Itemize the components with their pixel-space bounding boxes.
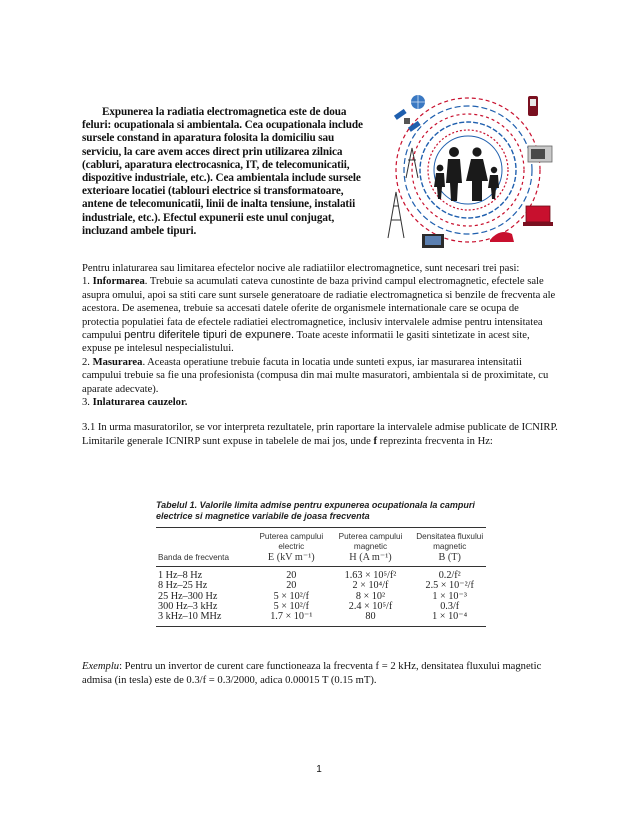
step-1-text: . Trebuie sa acumulati cateva cunostinte de baza privind campul electromagnetic, efectele sale asupra omului, apoi sa stiti care sunt sursele generatoare de radiatie electromagnetica si benzile de frecventa ale acestora. De asemenea, trebuie sa accesati datele oferite de organismele internationale care se ocupa de protectia populatiei fata de efectele radiatiei electromagnetice, inclusiv intervalele admise pentru intensitatea campului [82,276,556,342]
page-number: 1 [316,764,322,775]
cell-electric: 5 × 10²/f [273,601,309,612]
mobile-phone-icon [528,96,538,116]
cell-band: 1 Hz–8 Hz [158,569,203,581]
step-2-text: . Aceasta operatiune trebuie facuta in locatia unde sunteti expus, iar masurarea intensitatii campului trebuie sa fie una profesionista (compusa din mai multe masuratori, ambientala si de proximitate, cu aparate adecvate). [82,356,549,395]
electromagnetic-exposure-illustration [378,88,558,254]
table-row [156,566,486,581]
example-paragraph [82,660,558,688]
intro-block [82,106,374,238]
radiation-rings-icon [396,98,540,242]
lead-paragraph: Pentru inlaturarea sau limitarea efectelor nocive ale radiatiilor electromagnetice, sunt necesari trei pasi: [82,263,520,274]
cell-magnetic: 2 × 10⁴/f [352,580,389,592]
cell-electric: 20 [286,569,297,581]
step-1-text-highlight: pentru diferitele tipuri de expunere. [124,329,295,342]
cell-magnetic: 8 × 10² [355,590,386,602]
cell-magnetic: 80 [328,612,414,626]
section-3-1-text-end: reprezinta frecventa in Hz: [379,435,493,447]
step-3-dot: . [184,397,188,409]
header-electric-symbol: E (kV m⁻¹) [267,552,315,564]
example-text: : Pentru un invertor de curent care functioneaza la frecventa f = 2 kHz, densitatea fluxului magnetic admisa (in tesla) este de 0.3/f = 0.3/2000, adica 0.00015 T (0.15 mT). [82,661,542,686]
globe-icon [411,95,425,109]
step-3-title: Inlaturarea cauzelor [92,397,185,409]
table-row [156,612,486,626]
example-block [82,660,558,688]
cell-band: 300 Hz–3 kHz [158,601,218,612]
header-magnetic-symbol: H (A m⁻¹) [349,552,392,564]
example-label: Exemplu [82,661,120,672]
cell-flux: 1 × 10⁻⁴ [413,612,486,626]
tv-icon [422,234,444,248]
table-title-line-1: Tabelul 1. Valorile limita admise pentru expunerea ocupationala la campuri [156,500,475,510]
frequency-symbol: f [373,435,377,447]
step-1-title: Informarea [92,276,145,288]
cell-electric: 5 × 10²/f [273,590,309,602]
cell-band: 25 Hz–300 Hz [158,590,218,602]
step-2-number: 2. [82,356,90,368]
limits-table-block [156,500,486,627]
microwave-icon [528,146,552,162]
cell-flux: 0.2/f² [438,569,461,581]
table-header-row [156,528,486,566]
header-band: Banda de frecventa [158,553,230,563]
table-title-line-2: electrice si magnetice variabile de joasa frecventa [156,511,370,521]
header-magnetic: Puterea campului magnetic H (A m⁻¹) [328,528,414,566]
cell-electric: 1.7 × 10⁻¹ [255,612,328,626]
step-2 [82,356,558,396]
step-3 [82,396,558,409]
header-flux: Densitatea fluxului magnetic B (T) [416,532,484,564]
section-3-1-text: 3.1 In urma masuratorilor, se vor interpreta rezultatele, prin raportare la intervalele admise publicate de ICNIRP. Limitarile generale ICNIRP sunt expuse in tabelele de mai jos, unde [82,422,558,447]
step-1-number: 1. [82,276,90,288]
cell-flux: 1 × 10⁻³ [432,590,467,602]
electric-iron-icon [490,232,514,242]
step-3-number: 3. [82,397,90,409]
intro-paragraph: Expunerea la radiatia electromagnetica este de doua feluri: ocupationala si ambientala. Cea ocupationala include sursele constand in aparatura folosita la domiciliu sau serviciu, la care avem acces direct prin utilizarea zilnica (cabluri, aparatura electrocasnica, IT, de telecomunicatii, dispozitive industriale, etc.). Cea ambientala include sursele exterioare locatiei (tablouri electrice si transformatoare, antene de telecomunicatii, linii de inalta tensiune, instalatii industriale, etc.). Efectul expunerii este unul conjugat, incluzand ambele tipuri. [82,106,363,237]
cell-flux: 2.5 × 10⁻²/f [425,580,474,592]
step-1-text-end: Toate aceste informatii le gasiti sintetizate in acest site, expuse pe intelesul nespecialistului. [82,330,530,355]
cell-band: 8 Hz–25 Hz [158,580,208,592]
cell-electric: 20 [286,580,297,592]
main-text [82,262,558,448]
header-flux-symbol: B (T) [438,552,461,564]
computer-icon [523,206,553,226]
family-icon [434,147,499,201]
cell-magnetic: 2.4 × 10⁵/f [348,601,393,612]
section-3-1 [82,421,558,448]
limits-table [156,528,486,627]
table-title [156,500,486,522]
step-2-title: Masurarea [92,356,143,368]
cell-magnetic: 1.63 × 10⁵/f² [344,569,397,581]
header-electric: Puterea campului electric E (kV m⁻¹) [255,528,328,566]
cell-band: 3 kHz–10 MHz [156,612,255,626]
step-1 [82,275,558,355]
cell-flux: 0.3/f [440,601,460,612]
